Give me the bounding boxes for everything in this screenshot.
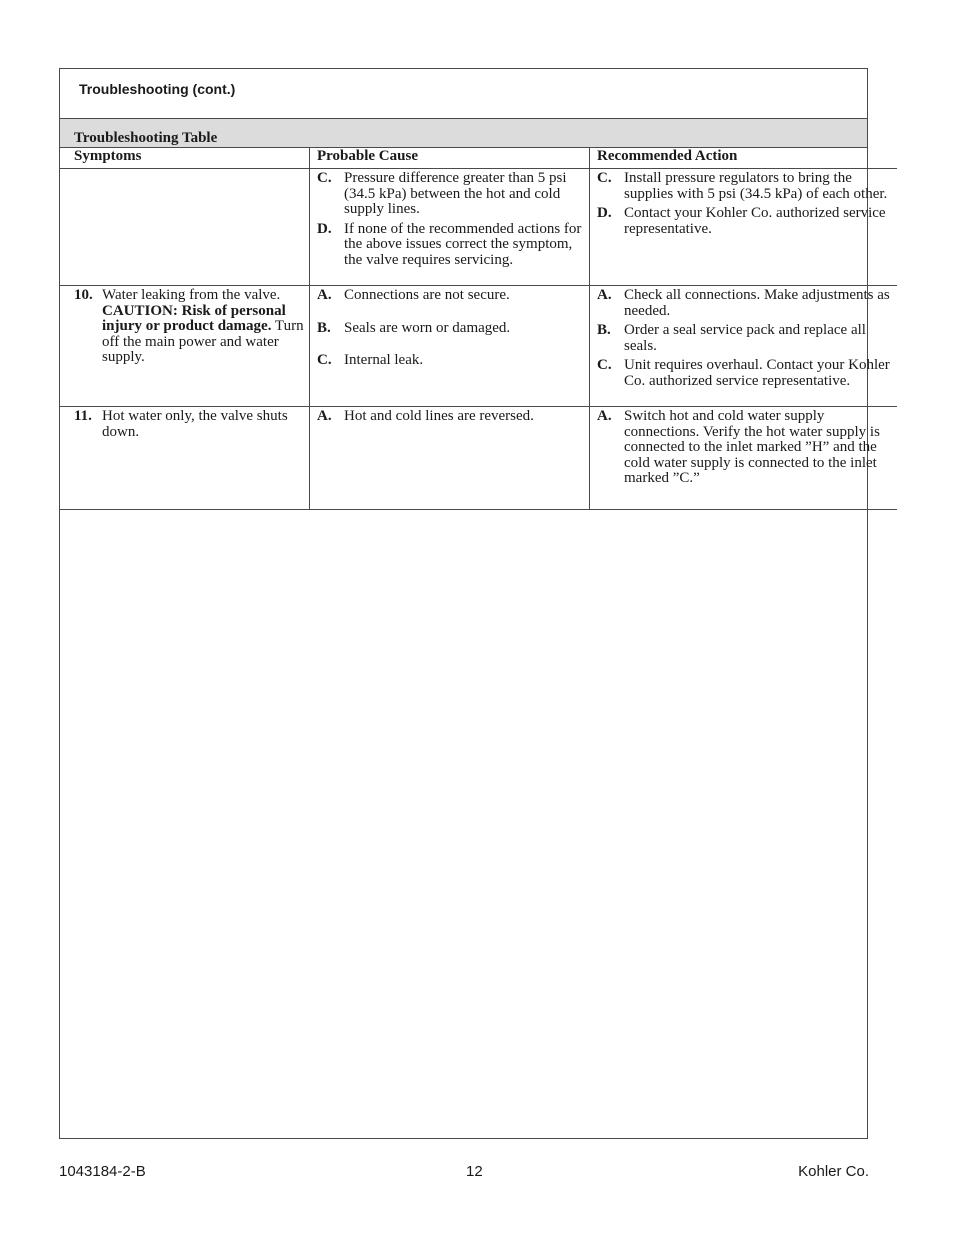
action-text: Unit requires overhaul. Contact your Kohler Co. authorized service representative.	[624, 357, 890, 389]
cause-text: If none of the recommended actions for the above issues correct the symptom, the valve requires servicing.	[344, 220, 582, 268]
action-text: Order a seal service pack and replace all seals.	[624, 322, 866, 354]
cause-text: Seals are worn or damaged.	[344, 319, 511, 336]
symptom-text: Hot water only, the valve shuts down.	[102, 408, 288, 440]
cause-item	[310, 171, 589, 218]
cause-label: B.	[317, 319, 331, 336]
company-name: Kohler Co.	[798, 1163, 869, 1180]
action-label: C.	[597, 170, 612, 186]
cause-label: C.	[317, 352, 332, 369]
action-item	[590, 288, 897, 319]
action-label: A.	[597, 408, 612, 424]
action-text: Contact your Kohler Co. authorized service representative.	[624, 205, 886, 237]
symptom-text-continued: Turn off the main power and water supply.	[102, 318, 304, 366]
symptom-cell	[60, 169, 310, 286]
cause-item	[310, 409, 589, 425]
document-number: 1043184-2-B	[59, 1163, 146, 1180]
header-symptoms: Symptoms	[60, 148, 310, 169]
cause-item	[310, 353, 589, 369]
caution-text: CAUTION: Risk of personal injury or product damage.	[102, 302, 286, 335]
symptom-cell	[60, 286, 310, 407]
symptom-item	[60, 288, 309, 366]
cause-text: Connections are not secure.	[344, 287, 510, 303]
table-row	[60, 286, 897, 407]
cause-label: A.	[317, 287, 332, 303]
cause-text: Internal leak.	[344, 352, 424, 369]
action-label: A.	[597, 287, 612, 303]
symptom-text: Water leaking from the valve.	[102, 287, 281, 303]
action-cell	[590, 286, 898, 407]
symptom-number: 10.	[74, 287, 93, 303]
cause-cell	[310, 286, 590, 407]
action-label: C.	[597, 357, 612, 374]
action-text: Switch hot and cold water supply connections. Verify the hot water supply is connected to the inlet marked ”H” and the cold water supply is connected to the inlet marked ”C.”	[624, 408, 880, 487]
action-item	[590, 206, 897, 237]
cause-label: A.	[317, 408, 332, 424]
cause-item	[310, 222, 589, 269]
cause-item	[310, 288, 589, 304]
cause-text: Hot and cold lines are reversed.	[344, 408, 534, 424]
symptom-number: 11.	[74, 408, 92, 424]
troubleshooting-table	[60, 148, 897, 510]
action-item	[590, 323, 897, 354]
cause-text: Pressure difference greater than 5 psi (34.5 kPa) between the hot and cold supply lines.	[344, 170, 567, 218]
cause-label: C.	[317, 170, 332, 186]
header-recommended-action: Recommended Action	[590, 148, 898, 169]
action-text: Install pressure regulators to bring the supplies with 5 psi (34.5 kPa) of each other.	[624, 170, 888, 202]
table-row	[60, 407, 897, 510]
table-title: Troubleshooting Table	[60, 118, 867, 148]
action-item	[590, 409, 897, 487]
troubleshooting-table-wrapper	[60, 118, 890, 510]
header-probable-cause: Probable Cause	[310, 148, 590, 169]
cause-cell	[310, 169, 590, 286]
page-number: 12	[466, 1163, 483, 1180]
symptom-cell	[60, 407, 310, 510]
action-item	[590, 171, 897, 202]
action-label: D.	[597, 205, 612, 222]
table-row	[60, 169, 897, 286]
action-label: B.	[597, 322, 611, 339]
cause-label: D.	[317, 220, 332, 237]
action-cell	[590, 407, 898, 510]
cause-cell	[310, 407, 590, 510]
action-text: Check all connections. Make adjustments as needed.	[624, 287, 890, 319]
table-header-row	[60, 148, 897, 169]
symptom-item	[60, 409, 309, 440]
content-frame	[59, 68, 890, 1139]
action-item	[590, 358, 897, 389]
section-title: Troubleshooting (cont.)	[79, 81, 236, 97]
action-cell	[590, 169, 898, 286]
cause-item	[310, 321, 589, 337]
